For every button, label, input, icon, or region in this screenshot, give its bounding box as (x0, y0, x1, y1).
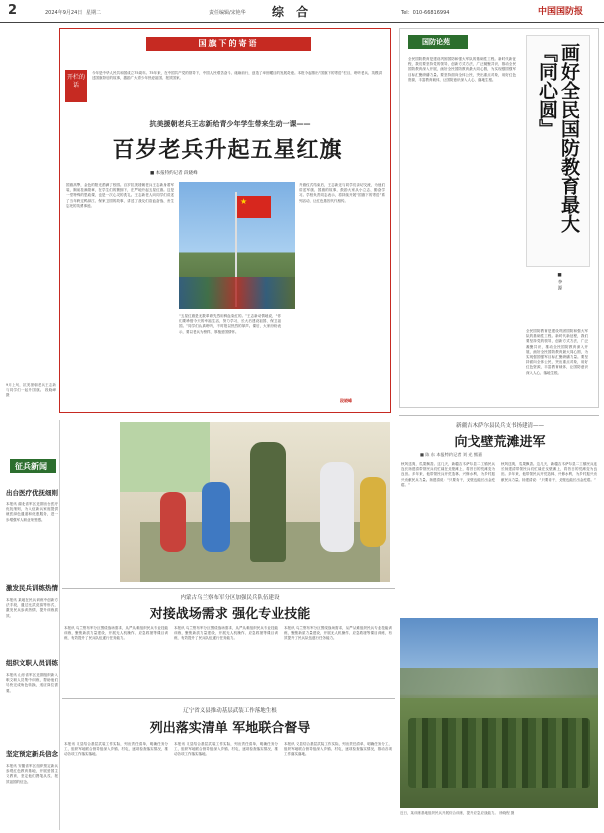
feature-byline: ■ 本报特约记者 段晓峰 (150, 171, 198, 176)
training-headline: 对接战场需求 强化专业技能 (149, 607, 311, 622)
photo-trainees (408, 718, 590, 788)
left-item-title: 激发民兵训练热情 (6, 584, 58, 592)
bottom-photo (400, 618, 598, 808)
feature-banner (146, 37, 311, 51)
middle-photo (120, 422, 390, 582)
photo-soldier (250, 442, 286, 562)
opinion-box (399, 28, 599, 408)
opinion-big-title: 画好全民国防教育最大『同心圆』 (536, 43, 580, 233)
feature-headline: 百岁老兵升起五星红旗 (112, 137, 343, 163)
left-section-title: 征兵新闻 (15, 462, 47, 471)
left-item-text: 本报讯 安徽省军区组织预定新兵参观红色教育基地，开展爱国主义教育，坚定他们携笔从戎、报效祖国的信念。 (6, 764, 58, 784)
left-item-title: 组织文职人员训练 (6, 659, 58, 667)
training-text-col1: 本报讯 乌兰察布军分区围绕战场需求，从严从难组织民兵专业技能训练，聚焦新质力量建设，开展无人机操作、应急救援等课目训练，有效提升了民兵队伍遂行任务能力。 (64, 626, 168, 641)
opinion-text-col1: 全民国防教育是建设巩固国防和强大军队的基础性工程。新时代新征程，我们要坚持党的领导，创新方式方法，广泛凝聚共识，推动全民国防教育深入开展，画好全民国防教育最大同心圆，为实现强国强军目标汇聚磅礴力量。要坚持面向全体公民，突出重点对象，用好红色资源，丰富教育载体，让国防意识深入人心、落地生根。 (408, 57, 516, 82)
feature-photo-caption: 9月上旬，抗美援朝老兵王志新与同学们一起升国旗。 段晓峰 摄 (6, 383, 56, 397)
opinion-section-title: 国防论苑 (422, 38, 450, 46)
opinion-text-col2: 全民国防教育是建设巩固国防和强大军队的基础性工程。新时代新征程，我们要坚持党的领导，创新方式方法，广泛凝聚共识，推动全民国防教育深入开展，画好全民国防教育最大同心圆，为实现强国强军目标汇聚磅礴力量。要坚持面向全体公民，突出重点对象，用好红色资源，丰富教育载体，让国防意识深入人心、落地生根。 (526, 329, 588, 375)
desert-text-col1: 秋风送爽，瓜果飘香。这几天，新疆吉木萨尔县二工镇民兵连长扬建清带领民兵们忙碌在戈壁滩上，将昔日的荒滩变为良田。多年来，他带领民兵开荒造林、兴修水利，为乡村振兴贡献民兵力量。扬建清说：“只要肯干，戈壁也能长出金疙瘩。” (401, 462, 495, 487)
photo-child-3 (320, 462, 354, 552)
crowd (179, 277, 295, 309)
photo-mountains (400, 668, 598, 698)
feature-photo (179, 182, 295, 309)
feature-body-col2: “五星红旗是无数革命先烈用鲜血染红的。”王志新动情地说，“你们要珍惜今天的幸福生活，努力学习，长大后建设祖国、保卫祖国。”同学们认真聆听，不时报以热烈的掌声。课后，大家纷纷表示，要以老兵为榜样，厚植爱国情怀。 (179, 314, 281, 334)
masthead (0, 0, 604, 24)
feature-intro: 今年是中华人民共和国成立75周年。75年来，在中国共产党的领导下，中国人民艰苦奋斗、砥砺前行，创造了举世瞩目的发展奇迹。本报今起推出“国旗下的寄语”栏目，聆听老兵、英模讲述国旗背后的故事，激励广大青少年热爱祖国、报效国家。 (92, 71, 382, 81)
issue-date: 2024年9月24日 (45, 10, 83, 16)
left-item-text: 本报讯 山东省军区近期组织新入职文职人员集中训练，帮助他们尽快完成角色转换，适应岗位需要。 (6, 673, 58, 693)
flag-star: ★ (240, 197, 248, 206)
section-title: 综 合 (272, 5, 313, 19)
left-item-title: 出台医疗优抚细则 (6, 489, 58, 497)
editors: 责任编辑/宋艳华 (209, 10, 246, 16)
feature-kicker: 抗美援朝老兵王志新给青少年学生带来生动一课—— (149, 120, 311, 128)
left-column-divider (59, 420, 60, 830)
weekday: 星期二 (86, 10, 102, 16)
paper-logo: 中国国防报 (538, 7, 584, 17)
feature-box (59, 28, 391, 413)
training-kicker: 内蒙古乌兰察布军分区加强民兵队伍建设 (180, 595, 280, 601)
photo-child-4 (360, 477, 386, 547)
training-text-col2: 本报讯 乌兰察布军分区围绕战场需求，从严从难组织民兵专业技能训练，聚焦新质力量建设，开展无人机操作、应急救援等课目训练，有效提升了民兵队伍遂行任务能力。 (174, 626, 278, 641)
training-text-col3: 本报讯 乌兰察布军分区围绕战场需求，从严从难组织民兵专业技能训练，聚焦新质力量建设，开展无人机操作、应急救援等课目训练，有效提升了民兵队伍遂行任务能力。 (284, 626, 392, 641)
feature-body-col1: 国旗高擎，金色的阳光洒满了校园。百岁抗美援朝老兵王志新身着军装，胸前挂满勋章，在学生们的簇拥下，庄严地升起五星红旗。这是一堂特殊的思政课，也是一次心灵的洗礼。王志新老人向同学们讲述了当年跨过鸭绿江、保家卫国的故事，讲述了战友们浴血奋战、舍生忘死的英勇事迹。 (66, 183, 174, 208)
left-item-text: 本报讯 湖北省军区近期出台医疗优抚细则，为入伍新兵家庭提供就医绿色通道和优惠服务，进一步增强军人职业荣誉感。 (6, 502, 58, 522)
grassroots-text-col1: 本报讯 义县结合基层武装工作实际，列出责任清单，明确任务分工，组织军地联合督导组深入乡镇、村屯，逐项检查落实情况，推动各项工作落实落地。 (64, 742, 168, 757)
photo-child-2 (202, 482, 230, 552)
photo-window (120, 422, 210, 492)
feature-signature: 段晓峰 (340, 398, 352, 403)
photo-child-1 (160, 492, 186, 552)
training-top-rule (62, 588, 395, 589)
desert-headline: 向戈壁荒滩进军 (454, 435, 546, 450)
page-number: 2 (8, 3, 18, 18)
desert-kicker: 新疆吉木萨尔县民兵支书扬建清—— (455, 423, 544, 429)
opinion-author: ■ 李 源 (557, 273, 562, 290)
grassroots-kicker: 辽宁省义县推动基层武装工作落地生根 (183, 708, 277, 714)
left-item-text: 本报讯 某地在民兵训练中创新方法手段，通过比武竞赛等形式，激发民兵参训热情，提升训练质效。 (6, 598, 58, 618)
masthead-rule (0, 22, 604, 23)
desert-byline: ■ 陈 东 本报特约记者 刘 光 熊嘉 (420, 452, 483, 457)
left-item-title: 坚定预定新兵信念 (6, 750, 58, 758)
feature-banner-text: 国旗下的寄语 (198, 39, 259, 48)
grassroots-top-rule (62, 698, 395, 699)
grassroots-text-col2: 本报讯 义县结合基层武装工作实际，列出责任清单，明确任务分工，组织军地联合督导组深入乡镇、村屯，逐项检查落实情况，推动各项工作落实落地。 (174, 742, 278, 757)
grassroots-headline: 列出落实清单 军地联合督导 (149, 721, 311, 736)
left-news-list (6, 480, 58, 820)
feature-body-col3: 升旗仪式结束后，王志新还与同学们亲切交流，为他们讲述军旗、国旗的故事，鼓励大家从小立志、勤奋学习。学校负责同志表示，将持续开展“国旗下的寄语”系列活动，让红色基因代代相传。 (299, 183, 385, 203)
desert-text-col2: 秋风送爽，瓜果飘香。这几天，新疆吉木萨尔县二工镇民兵连长扬建清带领民兵们忙碌在戈壁滩上，将昔日的荒滩变为良田。多年来，他带领民兵开荒造林、兴修水利，为乡村振兴贡献民兵力量。扬建清说：“只要肯干，戈壁也能长出金疙瘩。” (501, 462, 597, 482)
feature-side-label: 开栏的话 (65, 70, 87, 102)
grassroots-text-col3: 本报讯 义县结合基层武装工作实际，列出责任清单，明确任务分工，组织军地联合督导组深入乡镇、村屯，逐项检查落实情况，推动各项工作落实落地。 (284, 742, 392, 757)
bottom-photo-caption: 近日，某训练基地组织民兵开展综合训练，提升应急应战能力。 徐晓程 摄 (400, 811, 515, 815)
telephone: Tel：010-66816994 (401, 10, 450, 16)
desert-top-rule (399, 415, 599, 416)
